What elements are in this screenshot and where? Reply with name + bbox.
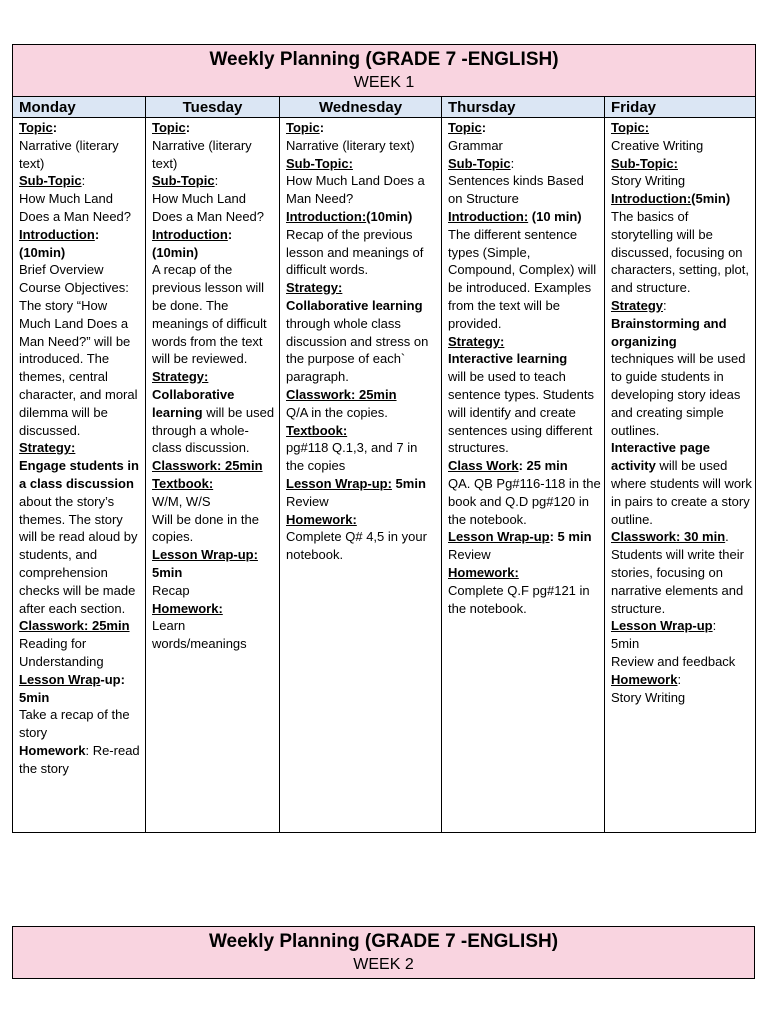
day-header-friday: Friday [605, 97, 756, 118]
subtopic-value: How Much Land Does a Man Need? [19, 191, 132, 224]
planning-title: Weekly Planning (GRADE 7 -ENGLISH) [208, 931, 559, 952]
introduction-duration: (10min) [152, 244, 199, 260]
introduction-heading: Introduction: [611, 191, 692, 207]
subtopic-value: Story Writing [611, 173, 686, 189]
strategy-text [19, 457, 142, 617]
colon: : [481, 120, 487, 135]
introduction-text: The basics of storytelling will be discussed, focusing on characters, setting, plot, and structure. [611, 208, 750, 296]
friday-plan [605, 118, 756, 833]
strategy-emphasis: Brainstorming and organizing [611, 315, 727, 349]
colon: : [94, 226, 100, 242]
week-2-planning-table [12, 926, 755, 979]
week-label: WEEK 2 [353, 956, 414, 973]
colon: : [52, 120, 58, 135]
colon: : [185, 120, 191, 135]
strategy-detail: about the story’s themes. The story will be read aloud by students, and comprehension checks will be made after each section. [19, 493, 138, 616]
classwork-value: QA. QB Pg#116-118 in the book and Q.D pg#120 in the notebook. [448, 475, 601, 527]
strategy-text [152, 386, 276, 457]
colon: : [663, 297, 667, 313]
strategy-detail: techniques will be used to guide students in developing story ideas and creating simple outlines. [611, 351, 746, 438]
activity-text [611, 439, 752, 528]
introduction-text: Recap of the previous lesson and meanings of difficult words. [286, 226, 424, 278]
day-header-tuesday: Tuesday [146, 97, 280, 118]
homework-heading: Homework: [286, 511, 357, 527]
homework-value: : Re-read the story [19, 742, 140, 776]
topic-value: Narrative (literary text) [19, 137, 119, 171]
wrapup-heading: Lesson Wrap-up: [286, 475, 392, 491]
planning-title: Weekly Planning (GRADE 7 -ENGLISH) [209, 49, 559, 70]
introduction-duration: (10 min) [528, 208, 582, 224]
thursday-plan [442, 118, 605, 833]
homework-value: Complete Q# 4,5 in your notebook. [286, 529, 427, 563]
day-header-thursday: Thursday [442, 97, 605, 118]
subtopic-heading: Sub-Topic [19, 173, 82, 189]
homework-value: Learn words/meanings [152, 618, 247, 652]
subtopic-heading: Sub-Topic: [286, 155, 353, 171]
wrapup-value: Review and feedback [611, 653, 736, 669]
wrapup-value: Review [286, 493, 329, 509]
introduction-duration: (5min) [691, 191, 731, 207]
subtopic-heading: Sub-Topic: [611, 155, 678, 171]
week-label: WEEK 1 [353, 74, 415, 91]
course-objectives: Course Objectives: The story “How Much Land Does a Man Need?” will be introduced. The themes, central character, and moral dilemma will be discussed. [19, 280, 138, 438]
homework-heading: Homework: [448, 564, 519, 580]
strategy-emphasis: Collaborative learning [152, 386, 235, 420]
wrapup-heading: Lesson Wrap-up [448, 529, 550, 545]
topic-heading: Topic [448, 120, 482, 135]
classwork-value: Q/A in the copies. [286, 404, 388, 420]
strategy-emphasis: Collaborative learning [286, 297, 423, 313]
tuesday-plan [146, 118, 280, 833]
topic-value: Narrative (literary text) [286, 137, 415, 153]
activity-emphasis: Interactive page activity [611, 440, 710, 474]
classwork-duration: : 30 min [676, 529, 726, 545]
colon: : [81, 173, 86, 189]
classwork-heading: Classwork: 25min [286, 386, 397, 402]
wrapup-duration: : 5 min [549, 529, 592, 545]
wrapup-duration: 5min [152, 564, 183, 580]
strategy-emphasis: Interactive learning [448, 351, 568, 367]
topic-value: Grammar [448, 137, 503, 153]
introduction-duration: (10min) [19, 244, 66, 260]
homework-heading: Homework [611, 671, 678, 687]
week-1-planning-table [12, 44, 756, 833]
strategy-detail: will be used to teach sentence types. Students will identify and create sentences using different structures. [448, 369, 594, 456]
colon: : [227, 226, 233, 242]
wrapup-value: Take a recap of the story [19, 707, 130, 741]
strategy-heading: Strategy: [152, 369, 209, 385]
topic-heading: Topic [286, 120, 320, 135]
wrapup-duration: 5min [391, 475, 426, 491]
wrapup-value: Review [448, 547, 491, 563]
overview-label: Brief Overview [19, 262, 104, 278]
wrapup-heading: Lesson Wrap [19, 671, 101, 687]
wrapup-duration: 5min [611, 636, 640, 652]
subtopic-value: How Much Land Does a Man Need? [152, 191, 265, 224]
introduction-text: A recap of the previous lesson will be done. The meanings of difficult words from the text will be reviewed. [152, 262, 267, 367]
topic-heading: Topic: [611, 120, 650, 135]
wrapup-duration: -up: 5min [19, 671, 125, 705]
topic-heading: Topic [19, 120, 53, 135]
day-header-monday: Monday [13, 97, 146, 118]
classwork-heading: Class Work [448, 458, 519, 474]
topic-value: Narrative (literary text) [152, 137, 252, 171]
homework-heading: Homework [19, 742, 86, 758]
colon: : [510, 155, 515, 171]
introduction-text: The different sentence types (Simple, Compound, Complex) will be introduced. Examples from the text will be provided. [448, 226, 597, 331]
classwork-heading: Classwork: 25min [152, 458, 263, 474]
classwork-heading: Classwork: 25min [19, 618, 130, 634]
strategy-heading: Strategy: [448, 333, 505, 349]
period: . [725, 529, 729, 545]
strategy-heading: Strategy [611, 297, 664, 313]
strategy-detail: will be used through a whole-class discussion. [152, 404, 275, 456]
colon: : [319, 120, 325, 135]
introduction-heading: Introduction: [448, 208, 529, 224]
wrapup-heading: Lesson Wrap-up: [152, 547, 258, 563]
classwork-note: Will be done in the copies. [152, 511, 259, 545]
subtopic-value: How Much Land Does a Man Need? [286, 173, 425, 207]
monday-plan [13, 118, 146, 833]
textbook-value: W/M, W/S [152, 493, 211, 509]
strategy-emphasis: Engage students in a class discussion [19, 458, 139, 491]
wednesday-plan [280, 118, 442, 833]
introduction-heading: Introduction: [286, 208, 367, 224]
wrapup-heading: Lesson Wrap-up [611, 618, 713, 634]
day-header-wednesday: Wednesday [280, 97, 442, 118]
strategy-heading: Strategy: [19, 440, 76, 456]
week-2-header [13, 927, 755, 979]
strategy-heading: Strategy: [286, 280, 343, 296]
activity-detail: will be used where students will work in pairs to create a story outline. [611, 458, 752, 527]
colon: : [677, 671, 682, 687]
topic-heading: Topic [152, 120, 186, 135]
strategy-detail: through whole class discussion and stress on the purpose of each` paragraph. [286, 315, 429, 385]
subtopic-heading: Sub-Topic [448, 155, 511, 171]
topic-value: Creative Writing [611, 137, 704, 153]
homework-value: Complete Q.F pg#121 in the notebook. [448, 582, 590, 616]
textbook-heading: Textbook: [152, 475, 214, 491]
colon: : [214, 173, 219, 189]
textbook-value: pg#118 Q.1,3, and 7 in the copies [286, 440, 418, 474]
homework-heading: Homework: [152, 600, 223, 616]
subtopic-heading: Sub-Topic [152, 173, 215, 189]
subtopic-value: Sentences kinds Based on Structure [448, 173, 584, 207]
week-1-header [13, 45, 756, 97]
colon: : [712, 618, 717, 634]
introduction-duration: (10min) [366, 208, 413, 224]
homework-value: Story Writing [611, 689, 686, 705]
textbook-heading: Textbook: [286, 422, 348, 438]
introduction-heading: Introduction [19, 226, 95, 242]
introduction-heading: Introduction [152, 226, 228, 242]
classwork-value: Students will write their stories, focusing on narrative elements and structure. [611, 547, 744, 616]
classwork-duration: : 25 min [518, 458, 568, 474]
wrapup-value: Recap [152, 582, 190, 598]
classwork-value: Reading for Understanding [19, 636, 104, 669]
classwork-heading: Classwork [611, 529, 677, 545]
